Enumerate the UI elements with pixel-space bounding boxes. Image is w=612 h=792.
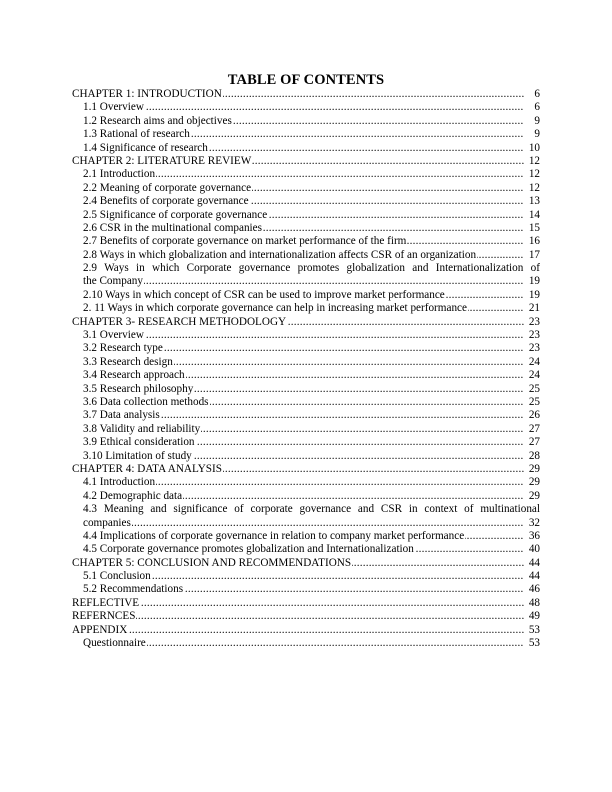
toc-chapter-entry[interactable] (72, 88, 540, 101)
toc-entry-title: 3.7 Data analysis (83, 409, 160, 422)
toc-entry[interactable] (72, 436, 540, 449)
toc-page-number: 16 (528, 235, 540, 248)
toc-page-number: 27 (528, 422, 540, 435)
toc-page-number: 25 (528, 382, 540, 395)
toc-entry-title: 2.6 CSR in the multinational companies (83, 221, 262, 234)
toc-page-number: 44 (528, 570, 540, 583)
toc-entry-title: 2.8 Ways in which globalization and internationalization affects CSR of an organization (83, 248, 477, 261)
toc-entry[interactable] (72, 530, 540, 543)
toc-entry-title: 4.4 Implications of corporate governance in relation to company market performance (83, 529, 465, 542)
toc-entry-title: 4.1 Introduction (83, 476, 156, 489)
toc-entry[interactable] (72, 168, 540, 181)
toc-entry[interactable] (72, 182, 540, 195)
toc-page-number: 23 (528, 315, 540, 328)
toc-page-number: 9 (534, 114, 540, 127)
table-of-contents (72, 88, 540, 650)
toc-entry[interactable] (72, 450, 540, 463)
toc-page-number: 27 (528, 436, 540, 449)
toc-entry-title: CHAPTER 5: CONCLUSION AND RECOMMENDATIONS (72, 556, 352, 569)
toc-entry-title: 1.2 Research aims and objectives (83, 114, 232, 127)
toc-entry[interactable] (72, 128, 540, 141)
toc-entry-title: 3.2 Research type (83, 342, 163, 355)
toc-entry[interactable] (72, 262, 540, 289)
toc-entry[interactable] (72, 142, 540, 155)
toc-entry-title: 3.10 Limitation of study (83, 449, 192, 462)
toc-page-number: 13 (528, 195, 540, 208)
toc-entry-title: 3.3 Research design (83, 355, 173, 368)
toc-entry[interactable] (72, 637, 540, 650)
toc-entry[interactable] (72, 249, 540, 262)
toc-page-number: 48 (528, 596, 540, 609)
toc-page-number: 23 (528, 342, 540, 355)
toc-page-number: 10 (528, 141, 540, 154)
toc-entry[interactable] (72, 329, 540, 342)
toc-entry-title: 3.9 Ethical consideration (83, 436, 195, 449)
toc-entry[interactable] (72, 101, 540, 114)
toc-entry-title-continued: the Company (83, 275, 143, 288)
toc-entry-title: 3.8 Validity and reliability (83, 422, 201, 435)
toc-entry-title: CHAPTER 1: INTRODUCTION (72, 88, 222, 100)
toc-entry-title: 1.4 Significance of research (83, 141, 208, 154)
toc-entry[interactable] (72, 195, 540, 208)
toc-page-number: 32 (528, 516, 540, 529)
toc-entry-title: 1.1 Overview (83, 101, 144, 114)
toc-page-number: 53 (528, 637, 540, 650)
toc-page-number: 21 (528, 302, 540, 315)
toc-chapter-entry[interactable] (72, 155, 540, 168)
toc-entry-title: CHAPTER 4: DATA ANALYSIS (72, 462, 222, 475)
toc-page-number: 12 (528, 154, 540, 167)
toc-chapter-entry[interactable] (72, 610, 540, 623)
toc-entry[interactable] (72, 490, 540, 503)
toc-entry[interactable] (72, 409, 540, 422)
toc-entry[interactable] (72, 342, 540, 355)
toc-chapter-entry[interactable] (72, 316, 540, 329)
toc-page-number: 12 (528, 181, 540, 194)
toc-chapter-entry[interactable] (72, 557, 540, 570)
toc-entry[interactable] (72, 222, 540, 235)
toc-entry-title: REFLECTIVE (72, 596, 140, 609)
toc-page-number: 29 (528, 489, 540, 502)
toc-entry-title: 1.3 Rational of research (83, 128, 190, 141)
toc-page-number: 12 (528, 168, 540, 181)
toc-entry[interactable] (72, 476, 540, 489)
toc-entry[interactable] (72, 543, 540, 556)
toc-page-number: 24 (528, 355, 540, 368)
toc-page-number: 44 (528, 556, 540, 569)
toc-page-number: 9 (534, 128, 540, 141)
toc-entry[interactable] (72, 583, 540, 596)
toc-entry-title: 4.3 Meaning and significance of corporate governance and CSR in context of multinational (83, 503, 540, 516)
toc-entry-title: 4.5 Corporate governance promotes globalization and Internationalization (83, 543, 414, 556)
toc-entry-title: 3.4 Research approach (83, 369, 185, 382)
toc-entry[interactable] (72, 503, 540, 530)
toc-page-number: 29 (528, 462, 540, 475)
toc-entry-title: 2. 11 Ways in which corporate governance can help in increasing market performance (83, 302, 467, 315)
toc-page-number: 25 (528, 396, 540, 408)
toc-entry-title: 2.7 Benefits of corporate governance on market performance of the firm (83, 235, 407, 248)
toc-chapter-entry[interactable] (72, 597, 540, 610)
toc-page-number: 24 (528, 369, 540, 382)
toc-entry-title: 2.2 Meaning of corporate governance (83, 181, 252, 194)
toc-entry-title: 2.1 Introduction (83, 168, 156, 181)
toc-page-number: 23 (528, 329, 540, 342)
toc-page-number: 49 (528, 610, 540, 623)
toc-page-number: 26 (528, 409, 540, 422)
toc-page-number: 29 (528, 476, 540, 489)
toc-entry[interactable] (72, 570, 540, 583)
toc-entry-title: APPENDIX (72, 623, 128, 636)
toc-page-number: 40 (528, 543, 540, 556)
toc-entry-title: REFERNCES (72, 610, 136, 623)
toc-entry-title: 2.5 Significance of corporate governance (83, 208, 268, 221)
toc-entry-title: 2.9 Ways in which Corporate governance promotes globalization and Internationalization of (83, 262, 540, 275)
toc-page-number: 53 (528, 623, 540, 636)
toc-entry-title: 3.5 Research philosophy (83, 382, 194, 395)
toc-entry[interactable] (72, 289, 540, 302)
toc-entry[interactable] (72, 302, 540, 315)
page-title: TABLE OF CONTENTS (227, 72, 385, 88)
toc-entry-title: Questionnaire (83, 637, 146, 650)
toc-page-number: 28 (528, 449, 540, 462)
toc-entry[interactable] (72, 356, 540, 369)
toc-entry[interactable] (72, 235, 540, 248)
toc-entry-title: 2.4 Benefits of corporate governance (83, 195, 249, 208)
toc-entry-title: 5.2 Recommendations (83, 583, 184, 596)
toc-entry[interactable] (72, 115, 540, 128)
toc-entry-title: 3.6 Data collection methods (83, 396, 209, 408)
toc-entry-title: CHAPTER 3- RESEARCH METHODOLOGY (72, 315, 287, 328)
toc-page-number: 19 (528, 288, 540, 301)
toc-entry[interactable] (72, 396, 540, 409)
toc-entry[interactable] (72, 423, 540, 436)
toc-entry[interactable] (72, 369, 540, 382)
toc-chapter-entry[interactable] (72, 624, 540, 637)
toc-page-number: 17 (528, 248, 540, 261)
toc-page-number: 15 (528, 221, 540, 234)
toc-entry-title: 4.2 Demographic data (83, 489, 183, 502)
toc-entry-title: CHAPTER 2: LITERATURE REVIEW (72, 154, 252, 167)
toc-page-number: 6 (534, 88, 540, 100)
toc-entry[interactable] (72, 383, 540, 396)
toc-entry[interactable] (72, 209, 540, 222)
toc-entry-title-continued: companies (83, 516, 131, 529)
toc-page-number: 14 (528, 208, 540, 221)
toc-entry-title: 3.1 Overview (83, 329, 144, 342)
toc-page-number: 6 (534, 101, 540, 114)
toc-entry-title: 5.1 Conclusion (83, 570, 151, 583)
toc-page-number: 19 (528, 275, 540, 288)
toc-chapter-entry[interactable] (72, 463, 540, 476)
toc-page-number: 46 (528, 583, 540, 596)
toc-entry-title: 2.10 Ways in which concept of CSR can be used to improve market performance (83, 288, 445, 301)
toc-page-number: 36 (528, 529, 540, 542)
